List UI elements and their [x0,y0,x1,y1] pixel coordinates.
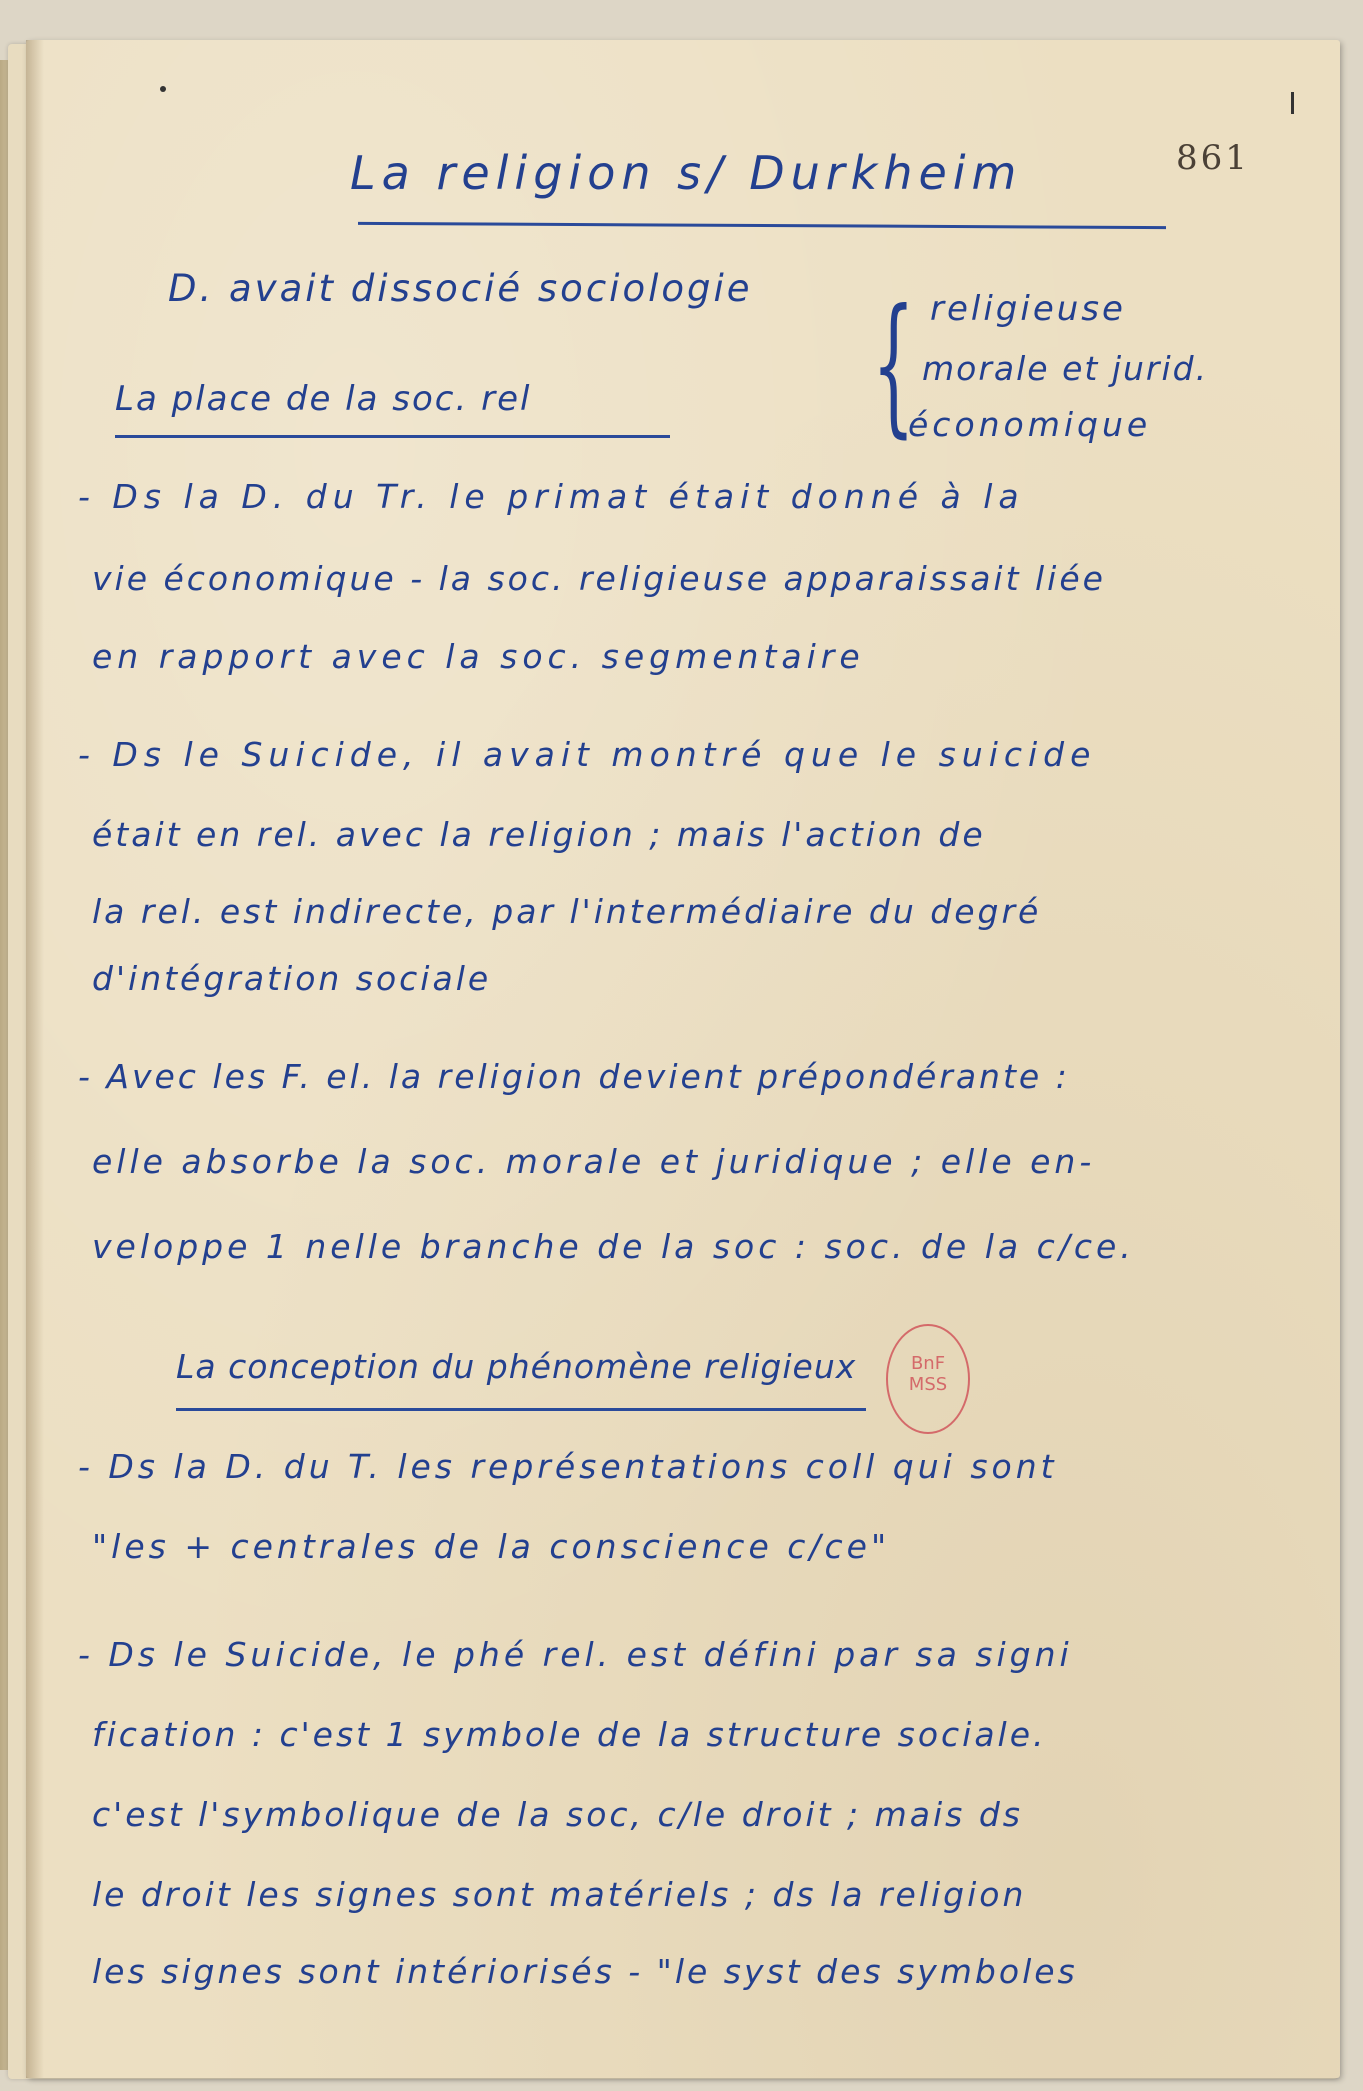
text-line: le droit les signes sont matériels ; ds la religion [92,1875,1027,1914]
intro-branch-2: morale et jurid. [922,349,1209,388]
intro-lead: D. avait dissocié sociologie [168,267,753,310]
section-heading-place: La place de la soc. rel [115,379,532,419]
text-line: d'intégration sociale [92,959,492,998]
text-line: en rapport avec la soc. segmentaire [92,637,865,676]
text-line: - Ds le Suicide, le phé rel. est défini par sa signi [78,1635,1073,1674]
ink-dot [160,86,166,92]
library-stamp [886,1324,970,1434]
text-line: était en rel. avec la religion ; mais l'action de [92,815,986,854]
text-line: les signes sont intériorisés - "le syst des symboles [92,1952,1078,1991]
text-line: veloppe 1 nelle branche de la soc : soc. de la c/ce. [92,1227,1135,1266]
text-line: - Ds le Suicide, il avait montré que le suicide [78,735,1097,774]
text-line: fication : c'est 1 symbole de la structure sociale. [92,1715,1047,1754]
intro-branch-1: religieuse [930,289,1126,329]
text-line: - Ds la D. du T. les représentations coll qui sont [78,1447,1058,1486]
text-line: c'est l'symbolique de la soc, c/le droit ; mais ds [92,1795,1023,1834]
section-heading-place-rule [115,435,670,438]
page-gutter-shadow [26,40,44,2078]
section-heading-conception: La conception du phénomène religieux [176,1347,857,1386]
text-line: "les + centrales de la conscience c/ce" [92,1527,891,1566]
brace-mark: { [872,278,915,452]
page-title: La religion s/ Durkheim [350,146,1023,200]
library-stamp-text: BnF MSS [908,1353,948,1395]
text-line: - Ds la D. du Tr. le primat était donné à la [78,477,1025,516]
text-line: la rel. est indirecte, par l'intermédiaire du degré [92,892,1042,931]
section-heading-conception-rule [176,1408,866,1411]
text-line: vie économique - la soc. religieuse apparaissait liée [92,559,1106,598]
folio-number: 861 [1176,138,1250,178]
intro-branch-3: économique [908,405,1152,444]
text-line: - Avec les F. el. la religion devient prépondérante : [78,1057,1070,1096]
text-line: elle absorbe la soc. morale et juridique ; elle en- [92,1142,1096,1181]
ink-tick [1291,92,1294,114]
